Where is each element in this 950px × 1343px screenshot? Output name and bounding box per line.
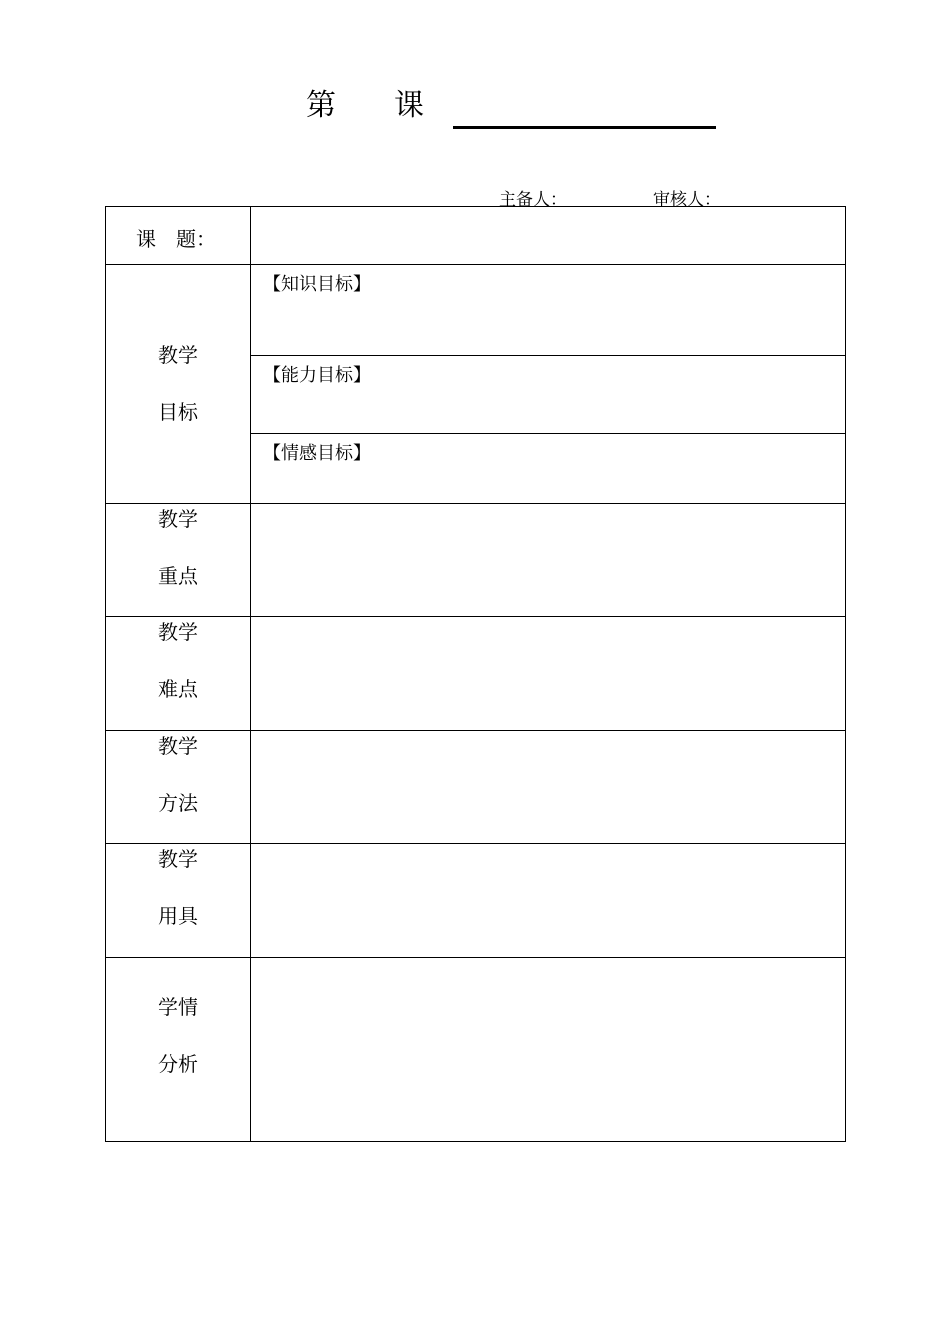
- tools-label-line2: 用具: [158, 904, 198, 928]
- analysis-label-line2: 分析: [158, 1052, 198, 1076]
- topic-cell[interactable]: [251, 207, 845, 264]
- topic-label: 课 题：: [136, 227, 216, 251]
- analysis-cell[interactable]: [251, 958, 845, 1141]
- title-lesson-prefix: 第: [306, 88, 336, 123]
- difficulties-label: [106, 604, 250, 718]
- objectives-label: [106, 327, 250, 441]
- difficulties-label-line2: 难点: [158, 677, 198, 701]
- key-points-label-line2: 重点: [158, 564, 198, 588]
- difficulties-label-line1: 教学: [158, 620, 198, 644]
- key-points-label-line1: 教学: [158, 507, 198, 531]
- tools-cell[interactable]: [251, 844, 845, 957]
- key-points-label: [106, 491, 250, 605]
- lesson-title-blank-line[interactable]: [453, 126, 716, 129]
- lesson-plan-table: [105, 206, 846, 1142]
- analysis-label-line1: 学情: [158, 995, 198, 1019]
- emotion-objective-label: 【情感目标】: [263, 443, 371, 464]
- difficulties-cell[interactable]: [251, 617, 845, 730]
- methods-label: [106, 718, 250, 832]
- knowledge-objective-label: 【知识目标】: [263, 274, 371, 295]
- methods-cell[interactable]: [251, 731, 845, 843]
- objectives-label-line2: 目标: [158, 400, 198, 424]
- tools-label-line1: 教学: [158, 847, 198, 871]
- emotion-objective-cell[interactable]: [251, 434, 845, 503]
- preparer-label: 主备人：: [499, 190, 567, 210]
- analysis-label: [106, 979, 250, 1093]
- reviewer-label: 审核人：: [653, 190, 721, 210]
- tools-label: [106, 831, 250, 945]
- key-points-cell[interactable]: [251, 504, 845, 616]
- knowledge-objective-cell[interactable]: [251, 265, 845, 355]
- methods-label-line2: 方法: [158, 791, 198, 815]
- objectives-label-line1: 教学: [158, 343, 198, 367]
- ability-objective-label: 【能力目标】: [263, 365, 371, 386]
- ability-objective-cell[interactable]: [251, 356, 845, 433]
- title-lesson-suffix: 课: [394, 88, 424, 123]
- methods-label-line1: 教学: [158, 734, 198, 758]
